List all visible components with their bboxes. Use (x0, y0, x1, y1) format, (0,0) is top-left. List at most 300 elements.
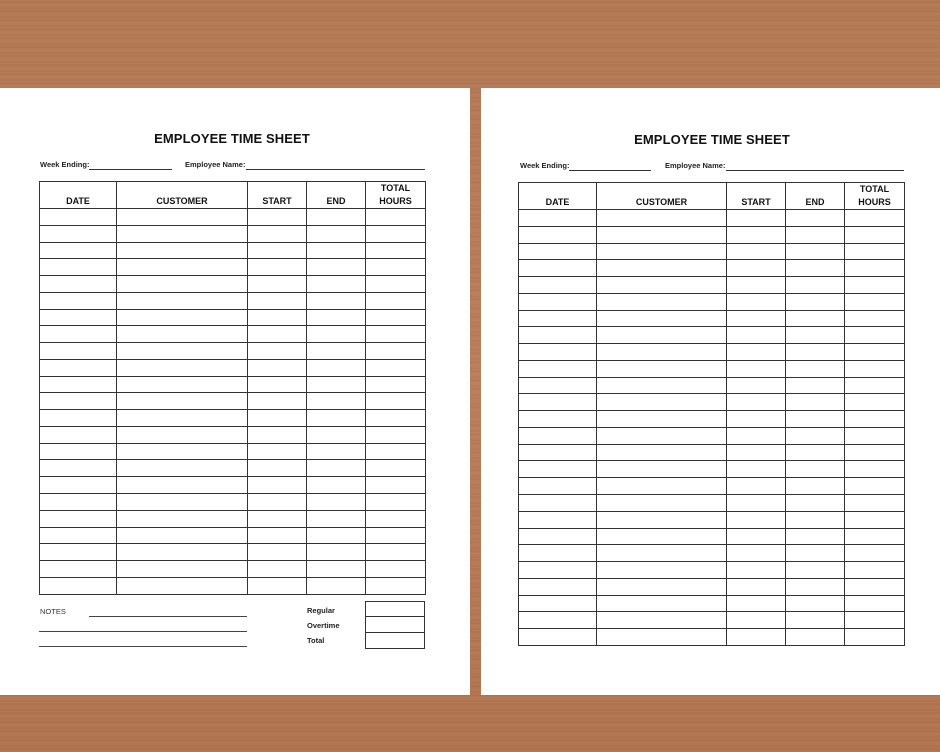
start-cell[interactable] (727, 444, 786, 461)
total-hours-cell[interactable] (366, 359, 426, 376)
end-cell[interactable] (786, 377, 845, 394)
date-cell[interactable] (40, 359, 117, 376)
end-cell[interactable] (307, 343, 366, 360)
end-cell[interactable] (307, 309, 366, 326)
total-hours-cell[interactable] (366, 477, 426, 494)
table-row (519, 377, 905, 394)
end-cell[interactable] (786, 411, 845, 428)
end-cell[interactable] (307, 443, 366, 460)
end-cell[interactable] (307, 393, 366, 410)
hours-summary-box (365, 601, 425, 649)
total-hours-cell[interactable] (845, 612, 905, 629)
end-cell[interactable] (786, 461, 845, 478)
start-cell[interactable] (727, 511, 786, 528)
end-cell[interactable] (307, 225, 366, 242)
table-row (40, 242, 426, 259)
total-hours-cell[interactable] (366, 225, 426, 242)
table-row (519, 478, 905, 495)
table-row (40, 326, 426, 343)
table-row (519, 293, 905, 310)
end-cell[interactable] (786, 511, 845, 528)
column-header-date: DATE (40, 182, 117, 209)
table-row (40, 510, 426, 527)
customer-cell[interactable] (117, 443, 248, 460)
end-cell[interactable] (307, 376, 366, 393)
total-hours-cell[interactable] (366, 292, 426, 309)
total-hours-cell[interactable] (845, 360, 905, 377)
customer-cell[interactable] (597, 478, 727, 495)
customer-cell[interactable] (117, 343, 248, 360)
column-header-start: START (727, 183, 786, 210)
date-cell[interactable] (519, 226, 597, 243)
table-row (40, 460, 426, 477)
total-hours-field[interactable] (366, 633, 424, 648)
date-cell[interactable] (519, 243, 597, 260)
total-hours-cell[interactable] (366, 242, 426, 259)
customer-cell[interactable] (117, 259, 248, 276)
start-cell[interactable] (248, 259, 307, 276)
date-cell[interactable] (519, 344, 597, 361)
date-cell[interactable] (519, 360, 597, 377)
customer-cell[interactable] (117, 393, 248, 410)
column-header-customer: CUSTOMER (597, 183, 727, 210)
date-cell[interactable] (519, 495, 597, 512)
table-row (40, 561, 426, 578)
start-cell[interactable] (727, 612, 786, 629)
customer-cell[interactable] (597, 612, 727, 629)
customer-cell[interactable] (597, 495, 727, 512)
table-row (40, 443, 426, 460)
end-cell[interactable] (786, 495, 845, 512)
total-hours-cell[interactable] (366, 259, 426, 276)
end-cell[interactable] (786, 243, 845, 260)
start-cell[interactable] (727, 344, 786, 361)
customer-cell[interactable] (117, 276, 248, 293)
start-cell[interactable] (248, 393, 307, 410)
table-header-row (40, 182, 426, 209)
total-hours-cell[interactable] (845, 545, 905, 562)
start-cell[interactable] (727, 562, 786, 579)
customer-cell[interactable] (117, 410, 248, 427)
end-cell[interactable] (786, 277, 845, 294)
date-cell[interactable] (519, 478, 597, 495)
end-cell[interactable] (786, 427, 845, 444)
date-cell[interactable] (40, 544, 117, 561)
date-cell[interactable] (519, 411, 597, 428)
start-cell[interactable] (727, 528, 786, 545)
customer-cell[interactable] (597, 394, 727, 411)
customer-cell[interactable] (597, 310, 727, 327)
total-hours-cell[interactable] (845, 277, 905, 294)
notes-line-2[interactable] (39, 631, 247, 632)
date-cell[interactable] (519, 629, 597, 646)
start-cell[interactable] (248, 460, 307, 477)
end-cell[interactable] (786, 226, 845, 243)
customer-cell[interactable] (117, 527, 248, 544)
start-cell[interactable] (248, 276, 307, 293)
start-cell[interactable] (727, 595, 786, 612)
table-row (519, 528, 905, 545)
end-cell[interactable] (786, 545, 845, 562)
table-row (40, 376, 426, 393)
total-hours-cell[interactable] (845, 478, 905, 495)
start-cell[interactable] (248, 292, 307, 309)
employee-name-field[interactable] (246, 169, 425, 170)
customer-cell[interactable] (597, 461, 727, 478)
start-cell[interactable] (727, 629, 786, 646)
week-ending-label: Week Ending: (40, 160, 90, 169)
date-cell[interactable] (519, 427, 597, 444)
week-ending-field[interactable] (89, 169, 172, 170)
total-hours-cell[interactable] (845, 461, 905, 478)
end-cell[interactable] (786, 595, 845, 612)
date-cell[interactable] (40, 242, 117, 259)
customer-cell[interactable] (117, 292, 248, 309)
customer-cell[interactable] (117, 460, 248, 477)
regular-hours-field[interactable] (366, 602, 424, 617)
start-cell[interactable] (248, 544, 307, 561)
customer-cell[interactable] (117, 544, 248, 561)
end-cell[interactable] (786, 260, 845, 277)
end-cell[interactable] (307, 242, 366, 259)
end-cell[interactable] (307, 259, 366, 276)
week-ending-label: Week Ending: (520, 161, 570, 170)
date-cell[interactable] (519, 293, 597, 310)
start-cell[interactable] (248, 343, 307, 360)
week-ending-field[interactable] (569, 170, 651, 171)
end-cell[interactable] (786, 612, 845, 629)
total-hours-cell[interactable] (366, 561, 426, 578)
end-cell[interactable] (786, 210, 845, 227)
end-cell[interactable] (307, 527, 366, 544)
start-cell[interactable] (727, 277, 786, 294)
end-cell[interactable] (786, 394, 845, 411)
date-cell[interactable] (40, 527, 117, 544)
customer-cell[interactable] (117, 309, 248, 326)
start-cell[interactable] (727, 310, 786, 327)
date-cell[interactable] (40, 561, 117, 578)
table-row (519, 310, 905, 327)
end-cell[interactable] (786, 327, 845, 344)
overtime-hours-field[interactable] (366, 617, 424, 632)
total-hours-cell[interactable] (845, 210, 905, 227)
customer-cell[interactable] (117, 225, 248, 242)
customer-cell[interactable] (117, 242, 248, 259)
customer-cell[interactable] (117, 359, 248, 376)
table-row (40, 309, 426, 326)
start-cell[interactable] (248, 225, 307, 242)
date-cell[interactable] (519, 511, 597, 528)
total-hours-cell[interactable] (366, 276, 426, 293)
start-cell[interactable] (727, 377, 786, 394)
table-row (40, 544, 426, 561)
table-row (40, 292, 426, 309)
date-cell[interactable] (40, 225, 117, 242)
customer-cell[interactable] (597, 545, 727, 562)
end-cell[interactable] (786, 629, 845, 646)
customer-cell[interactable] (597, 411, 727, 428)
hours-label: HOURS (858, 197, 891, 207)
total-hours-cell[interactable] (845, 511, 905, 528)
table-row (519, 495, 905, 512)
end-cell[interactable] (307, 544, 366, 561)
date-cell[interactable] (519, 260, 597, 277)
date-cell[interactable] (40, 393, 117, 410)
employee-name-field[interactable] (726, 170, 904, 171)
customer-cell[interactable] (597, 360, 727, 377)
start-cell[interactable] (727, 327, 786, 344)
date-cell[interactable] (519, 562, 597, 579)
total-hours-cell[interactable] (366, 544, 426, 561)
date-cell[interactable] (519, 545, 597, 562)
end-cell[interactable] (307, 460, 366, 477)
table-row (40, 259, 426, 276)
customer-cell[interactable] (117, 494, 248, 511)
start-cell[interactable] (727, 260, 786, 277)
date-cell[interactable] (519, 612, 597, 629)
start-cell[interactable] (248, 577, 307, 594)
total-hours-cell[interactable] (845, 293, 905, 310)
start-cell[interactable] (248, 510, 307, 527)
column-header-customer: CUSTOMER (117, 182, 248, 209)
total-hours-cell[interactable] (845, 444, 905, 461)
start-cell[interactable] (727, 293, 786, 310)
start-cell[interactable] (727, 226, 786, 243)
start-cell[interactable] (248, 477, 307, 494)
start-cell[interactable] (248, 309, 307, 326)
total-hours-cell[interactable] (845, 595, 905, 612)
customer-cell[interactable] (117, 209, 248, 226)
customer-cell[interactable] (597, 595, 727, 612)
customer-cell[interactable] (597, 511, 727, 528)
total-hours-cell[interactable] (366, 577, 426, 594)
table-row (519, 411, 905, 428)
customer-cell[interactable] (117, 376, 248, 393)
end-cell[interactable] (786, 528, 845, 545)
start-cell[interactable] (248, 376, 307, 393)
total-hours-cell[interactable] (366, 510, 426, 527)
end-cell[interactable] (786, 293, 845, 310)
date-cell[interactable] (40, 276, 117, 293)
total-hours-cell[interactable] (366, 376, 426, 393)
end-cell[interactable] (307, 410, 366, 427)
start-cell[interactable] (248, 326, 307, 343)
date-cell[interactable] (40, 309, 117, 326)
total-hours-cell[interactable] (366, 460, 426, 477)
start-cell[interactable] (248, 209, 307, 226)
date-cell[interactable] (519, 277, 597, 294)
date-cell[interactable] (519, 595, 597, 612)
start-cell[interactable] (727, 427, 786, 444)
start-cell[interactable] (727, 495, 786, 512)
start-cell[interactable] (248, 494, 307, 511)
end-cell[interactable] (786, 344, 845, 361)
customer-cell[interactable] (597, 243, 727, 260)
customer-cell[interactable] (597, 293, 727, 310)
time-sheet-page-left (0, 88, 470, 695)
start-cell[interactable] (727, 394, 786, 411)
date-cell[interactable] (40, 494, 117, 511)
date-cell[interactable] (40, 376, 117, 393)
customer-cell[interactable] (597, 260, 727, 277)
start-cell[interactable] (248, 242, 307, 259)
date-cell[interactable] (40, 577, 117, 594)
customer-cell[interactable] (597, 327, 727, 344)
table-row (40, 359, 426, 376)
total-hours-cell[interactable] (845, 260, 905, 277)
customer-cell[interactable] (597, 344, 727, 361)
date-cell[interactable] (40, 510, 117, 527)
column-header-total-hours (845, 183, 905, 210)
total-hours-cell[interactable] (845, 243, 905, 260)
table-row (519, 344, 905, 361)
date-cell[interactable] (40, 326, 117, 343)
date-cell[interactable] (519, 327, 597, 344)
start-cell[interactable] (248, 410, 307, 427)
end-cell[interactable] (307, 326, 366, 343)
total-hours-cell[interactable] (845, 344, 905, 361)
total-hours-cell[interactable] (845, 411, 905, 428)
table-row (40, 276, 426, 293)
customer-cell[interactable] (597, 562, 727, 579)
total-hours-cell[interactable] (845, 528, 905, 545)
total-hours-cell[interactable] (845, 495, 905, 512)
start-cell[interactable] (727, 210, 786, 227)
date-cell[interactable] (519, 578, 597, 595)
date-cell[interactable] (40, 259, 117, 276)
table-row (519, 243, 905, 260)
column-header-start: START (248, 182, 307, 209)
start-cell[interactable] (248, 443, 307, 460)
total-hours-cell[interactable] (366, 309, 426, 326)
start-cell[interactable] (727, 478, 786, 495)
page-title: EMPLOYEE TIME SHEET (634, 132, 790, 147)
customer-cell[interactable] (597, 528, 727, 545)
total-hours-cell[interactable] (845, 629, 905, 646)
end-cell[interactable] (307, 577, 366, 594)
date-cell[interactable] (40, 477, 117, 494)
date-cell[interactable] (519, 210, 597, 227)
end-cell[interactable] (307, 359, 366, 376)
end-cell[interactable] (786, 444, 845, 461)
table-row (519, 360, 905, 377)
customer-cell[interactable] (597, 444, 727, 461)
end-cell[interactable] (307, 426, 366, 443)
start-cell[interactable] (727, 545, 786, 562)
column-header-end: END (307, 182, 366, 209)
date-cell[interactable] (40, 426, 117, 443)
total-hours-cell[interactable] (845, 327, 905, 344)
customer-cell[interactable] (597, 226, 727, 243)
end-cell[interactable] (786, 360, 845, 377)
customer-cell[interactable] (597, 629, 727, 646)
total-hours-cell[interactable] (845, 310, 905, 327)
date-cell[interactable] (40, 460, 117, 477)
date-cell[interactable] (519, 310, 597, 327)
start-cell[interactable] (727, 411, 786, 428)
customer-cell[interactable] (117, 326, 248, 343)
notes-line-3[interactable] (39, 646, 247, 647)
customer-cell[interactable] (117, 561, 248, 578)
notes-label: NOTES (40, 607, 66, 616)
customer-cell[interactable] (117, 577, 248, 594)
table-row (519, 327, 905, 344)
table-row (519, 210, 905, 227)
date-cell[interactable] (40, 443, 117, 460)
regular-label: Regular (307, 606, 335, 615)
end-cell[interactable] (307, 494, 366, 511)
total-hours-cell[interactable] (366, 443, 426, 460)
table-row (519, 578, 905, 595)
date-cell[interactable] (519, 377, 597, 394)
total-hours-cell[interactable] (366, 527, 426, 544)
start-cell[interactable] (248, 527, 307, 544)
date-cell[interactable] (519, 444, 597, 461)
start-cell[interactable] (248, 359, 307, 376)
total-hours-cell[interactable] (845, 427, 905, 444)
total-hours-cell[interactable] (366, 494, 426, 511)
end-cell[interactable] (307, 477, 366, 494)
start-cell[interactable] (727, 461, 786, 478)
total-hours-cell[interactable] (366, 209, 426, 226)
date-cell[interactable] (519, 394, 597, 411)
total-hours-cell[interactable] (366, 343, 426, 360)
total-hours-cell[interactable] (845, 578, 905, 595)
total-hours-cell[interactable] (366, 326, 426, 343)
end-cell[interactable] (786, 310, 845, 327)
end-cell[interactable] (786, 578, 845, 595)
total-hours-cell[interactable] (366, 426, 426, 443)
table-row (40, 477, 426, 494)
customer-cell[interactable] (117, 477, 248, 494)
end-cell[interactable] (307, 561, 366, 578)
customer-cell[interactable] (597, 377, 727, 394)
date-cell[interactable] (519, 528, 597, 545)
end-cell[interactable] (307, 276, 366, 293)
end-cell[interactable] (307, 209, 366, 226)
end-cell[interactable] (307, 510, 366, 527)
total-hours-cell[interactable] (366, 410, 426, 427)
total-hours-cell[interactable] (845, 226, 905, 243)
table-row (519, 595, 905, 612)
total-hours-cell[interactable] (845, 562, 905, 579)
end-cell[interactable] (786, 478, 845, 495)
start-cell[interactable] (248, 561, 307, 578)
start-cell[interactable] (727, 360, 786, 377)
total-hours-cell[interactable] (845, 394, 905, 411)
customer-cell[interactable] (117, 510, 248, 527)
start-cell[interactable] (727, 578, 786, 595)
customer-cell[interactable] (597, 277, 727, 294)
table-row (519, 427, 905, 444)
date-cell[interactable] (40, 209, 117, 226)
date-cell[interactable] (40, 343, 117, 360)
date-cell[interactable] (519, 461, 597, 478)
notes-line-1[interactable] (89, 616, 247, 617)
customer-cell[interactable] (597, 210, 727, 227)
total-hours-cell[interactable] (366, 393, 426, 410)
start-cell[interactable] (248, 426, 307, 443)
customer-cell[interactable] (597, 427, 727, 444)
customer-cell[interactable] (597, 578, 727, 595)
end-cell[interactable] (307, 292, 366, 309)
date-cell[interactable] (40, 292, 117, 309)
customer-cell[interactable] (117, 426, 248, 443)
total-hours-cell[interactable] (845, 377, 905, 394)
date-cell[interactable] (40, 410, 117, 427)
start-cell[interactable] (727, 243, 786, 260)
end-cell[interactable] (786, 562, 845, 579)
